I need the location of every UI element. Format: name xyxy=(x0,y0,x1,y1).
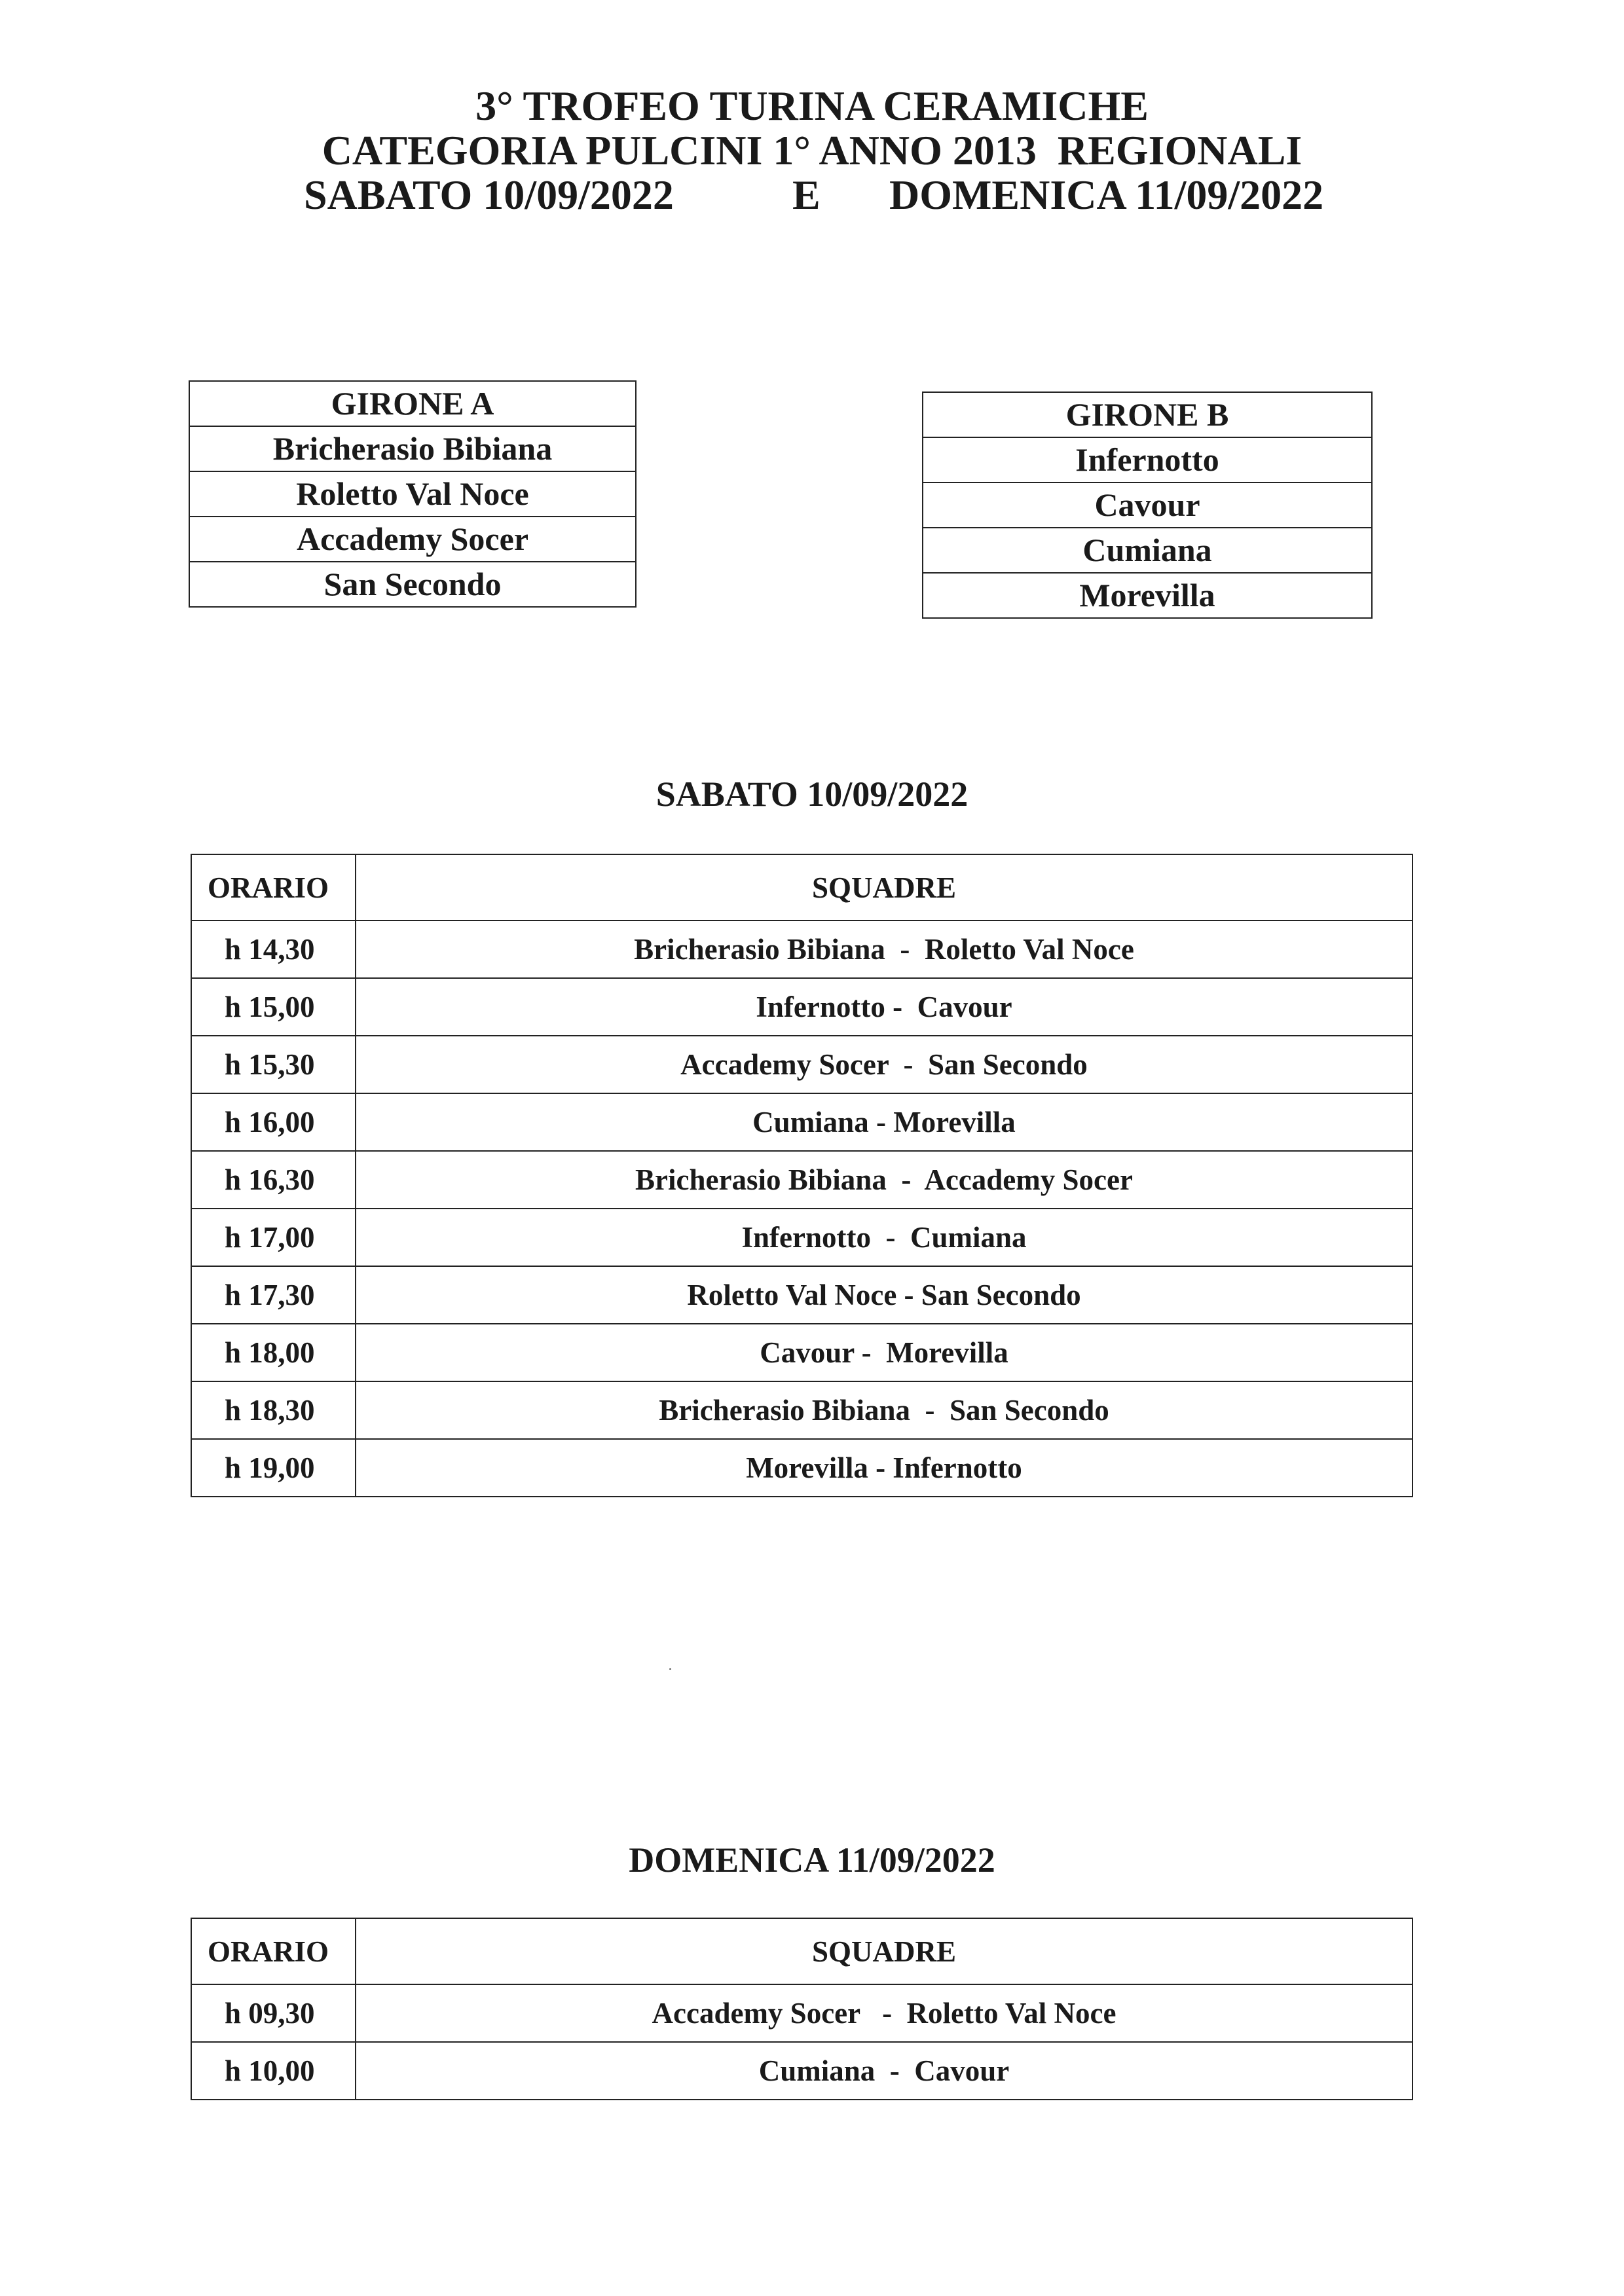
table-row xyxy=(191,1209,1412,1266)
table-row xyxy=(191,1439,1412,1497)
girone-a-team: Bricherasio Bibiana xyxy=(190,427,635,472)
sunday-title: DOMENICA 11/09/2022 xyxy=(629,1840,995,1880)
match-time: h 18,00 xyxy=(191,1324,356,1381)
girone-b-title: GIRONE B xyxy=(923,393,1371,438)
match-time: h 10,00 xyxy=(191,2042,356,2100)
column-header-teams: SQUADRE xyxy=(356,854,1412,920)
match-time: h 16,30 xyxy=(191,1151,356,1209)
girone-b-team: Infernotto xyxy=(923,438,1371,483)
match-teams: Bricherasio Bibiana - San Secondo xyxy=(356,1381,1412,1439)
saturday-schedule-table xyxy=(191,854,1413,1497)
date-saturday: SABATO 10/09/2022 xyxy=(304,172,674,218)
match-teams: Roletto Val Noce - San Secondo xyxy=(356,1266,1412,1324)
table-row xyxy=(191,1266,1412,1324)
match-teams: Bricherasio Bibiana - Roletto Val Noce xyxy=(356,920,1412,978)
girone-a-title: GIRONE A xyxy=(190,382,635,427)
match-teams: Morevilla - Infernotto xyxy=(356,1439,1412,1497)
girone-a-team: Accademy Socer xyxy=(190,517,635,562)
match-time: h 17,00 xyxy=(191,1209,356,1266)
table-row xyxy=(191,1984,1412,2042)
scan-speck xyxy=(669,1668,671,1670)
girone-b-team: Morevilla xyxy=(1079,577,1215,613)
match-time: h 15,00 xyxy=(191,978,356,1036)
match-teams: Infernotto - Cavour xyxy=(356,978,1412,1036)
girone-a-team: San Secondo xyxy=(323,566,502,602)
column-header-time: ORARIO xyxy=(191,854,356,920)
match-teams: Bricherasio Bibiana - Accademy Socer xyxy=(356,1151,1412,1209)
column-header-time: ORARIO xyxy=(191,1918,356,1984)
table-row xyxy=(191,1093,1412,1151)
document-header xyxy=(0,84,1624,217)
table-row xyxy=(191,2042,1412,2100)
girone-a-box xyxy=(189,380,637,608)
category-title: CATEGORIA PULCINI 1° ANNO 2013 REGIONALI xyxy=(322,127,1302,173)
date-connector: E xyxy=(792,172,821,218)
match-time: h 19,00 xyxy=(191,1439,356,1497)
girone-b-team: Cumiana xyxy=(923,528,1371,574)
table-row xyxy=(191,1381,1412,1439)
match-time: h 16,00 xyxy=(191,1093,356,1151)
match-time: h 09,30 xyxy=(191,1984,356,2042)
match-teams: Cumiana - Morevilla xyxy=(356,1093,1412,1151)
saturday-title: SABATO 10/09/2022 xyxy=(655,774,969,814)
tournament-title: 3° TROFEO TURINA CERAMICHE xyxy=(475,82,1149,129)
table-row xyxy=(191,1151,1412,1209)
match-time: h 17,30 xyxy=(191,1266,356,1324)
girone-a-team: Roletto Val Noce xyxy=(190,472,635,517)
girone-b-box xyxy=(922,392,1373,619)
match-teams: Accademy Socer - San Secondo xyxy=(356,1036,1412,1093)
match-teams: Infernotto - Cumiana xyxy=(356,1209,1412,1266)
table-row xyxy=(191,1324,1412,1381)
match-time: h 14,30 xyxy=(191,920,356,978)
table-header-row xyxy=(191,1918,1412,1984)
column-header-teams: SQUADRE xyxy=(356,1918,1412,1984)
match-time: h 18,30 xyxy=(191,1381,356,1439)
table-row xyxy=(191,1036,1412,1093)
match-teams: Cumiana - Cavour xyxy=(356,2042,1412,2100)
girone-b-team: Cavour xyxy=(923,483,1371,528)
match-teams: Cavour - Morevilla xyxy=(356,1324,1412,1381)
match-teams: Accademy Socer - Roletto Val Noce xyxy=(356,1984,1412,2042)
table-row xyxy=(191,978,1412,1036)
table-header-row xyxy=(191,854,1412,920)
match-time: h 15,30 xyxy=(191,1036,356,1093)
sunday-schedule-table xyxy=(191,1918,1413,2100)
date-sunday: DOMENICA 11/09/2022 xyxy=(889,172,1324,218)
dates-line xyxy=(0,173,1624,217)
table-row xyxy=(191,920,1412,978)
